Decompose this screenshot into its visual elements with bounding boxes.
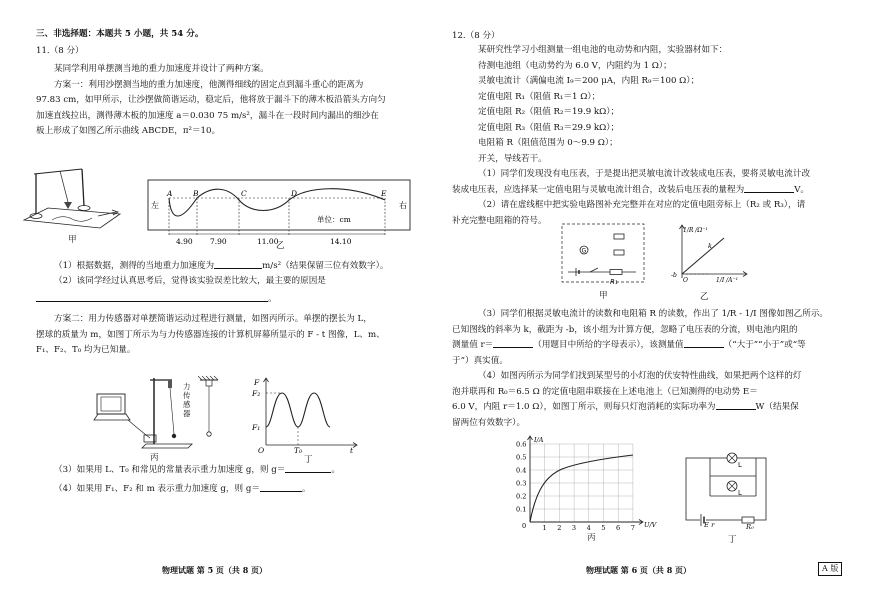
iv-ytick: 0.3: [516, 479, 527, 488]
q11-body: [36, 62, 428, 140]
iv-ytick: 0.2: [516, 492, 527, 501]
circuit-box-figure: [560, 222, 646, 288]
q12-sub3-line3: 测量值 r＝ （用题目中所给的字母表示），该测量值 （“大于”“小于”或“等: [452, 340, 806, 350]
answer-blank-compare[interactable]: [684, 338, 724, 348]
iv-ytick: 0: [522, 522, 527, 530]
q11-sub2-blank-line: 。: [36, 292, 277, 305]
ft-f2-label: F₂: [252, 389, 261, 398]
q11-plan1-line1: 方案一：利用沙摆测当地的重力加速度，他测得细线的固定点到漏斗重心的距离为: [54, 79, 364, 90]
fig-bing-right-label: 丙: [587, 533, 596, 543]
segment-ab: 4.90: [176, 237, 193, 246]
ft-f-axis-label: F: [254, 378, 260, 387]
sand-pendulum-figure: [20, 164, 135, 244]
iv-y-label: I/A: [534, 436, 544, 444]
q11-sub3: （3）如果用 L、T₀ 和常见的常量表示重力加速度 g，则 g＝ 。: [54, 465, 340, 475]
q12-sub4-line3: 6.0 V，内阻 r＝1.0 Ω），如图丁所示，则每只灯泡消耗的实际功率为 W（结果保: [452, 402, 799, 412]
circuit-r1-label: R₁: [610, 278, 618, 286]
answer-blank-reason[interactable]: [36, 292, 268, 302]
force-sensor-figure: [92, 372, 222, 452]
battery-label: E r: [704, 521, 715, 529]
fig-jia-right-label: 甲: [599, 291, 608, 301]
q12-body: 某研究性学习小组测量一组电池的电动势和内阻，实验器材如下： 待测电池组（电动势约为 6.0 V，内阻约为 1 Ω）； 灵敏电流计（满偏电流 I₉＝200 μA，内阻 R₉＝100 Ω）； 定值电阻 R₁（阻值 R₁＝1 Ω）； 定值电阻 R₂（阻值 R₂＝19.9 kΩ）； 定值电阻 R₃（阻值 R₃＝29.9 kΩ）； 电阻箱 R（阻值范围为 0～9.9 Ω）； 开关，导线若干。 （1）同学们发现没有电压表，于是提出把灵敏电流计改装成电压表，要将灵敏电流计改 装成电压表，应选择某一定值电阻与灵敏电流计组合，改装后电压表的量程为 V。 （2）请在虚线框中把实验电路图补充完整并在对应的定值电阻旁标上（R₂ 或 R₃），请 补充完整电阻箱的符号。: [452, 43, 834, 229]
q11-plan1-line3: 加速直线拉出，测得薄木板的加速度 a＝0.030 75 m/s²，漏斗在一段时间内漏出的细沙在: [36, 110, 379, 121]
fig-yi-label: 乙: [276, 241, 285, 251]
fig-bing-label: 丙: [150, 453, 159, 463]
iv-xtick: 4: [586, 524, 591, 532]
f-t-graph: [252, 375, 362, 455]
wave-left-label: 左: [151, 201, 159, 210]
lamp-2-label: L: [738, 489, 742, 497]
wave-unit-label: 单位：cm: [317, 215, 351, 224]
point-c: C: [241, 189, 247, 198]
answer-blank-g-force[interactable]: [260, 482, 302, 492]
force-sensor-label: 力传感器: [183, 382, 191, 418]
iv-ytick: 0.4: [516, 466, 527, 475]
equipment-item: 定值电阻 R₃（阻值 R₃＝29.9 kΩ）；: [478, 122, 620, 133]
graph-origin-label: O: [683, 277, 688, 284]
ft-origin-label: O: [258, 446, 265, 455]
answer-blank-range[interactable]: [744, 183, 794, 193]
graph-slope-label: k: [708, 242, 712, 250]
graph-y-label: 1/R /Ω⁻¹: [683, 227, 708, 234]
q11-sub1: （1）根据数据，测得的当地重力加速度为 m/s²（结果保留三位有效数字）。: [54, 261, 389, 271]
segment-de: 14.10: [330, 237, 352, 246]
iv-ytick: 0.5: [516, 453, 527, 462]
iv-xtick: 1: [542, 524, 547, 532]
r0-label: R₀: [746, 523, 754, 531]
q11-plan2: 方案二：用力传感器对单摆简谐运动过程进行测量，如图丙所示。单摆的摆长为 L， 摆球的质量为 m，如图丁所示为与力传感器连接的计算机屏幕所显示的 F - t 图像，L、m、 F₁、F₂、T₀ 均为已知量。: [36, 314, 385, 355]
svg-text:G: G: [581, 247, 587, 255]
point-a: A: [167, 189, 173, 198]
equipment-item: 灵敏电流计（满偏电流 I₉＝200 μA，内阻 R₉＝100 Ω）；: [478, 76, 700, 86]
equipment-item: 待测电池组（电动势约为 6.0 V，内阻约为 1 Ω）；: [478, 60, 672, 71]
segment-bc: 7.90: [210, 237, 227, 246]
segment-cd: 11.00: [257, 237, 279, 246]
q12-sub1-line2: 装成电压表，应选择某一定值电阻与灵敏电流计组合，改装后电压表的量程为 V。: [452, 184, 810, 195]
iv-ytick: 0.6: [516, 440, 527, 449]
equipment-item: 定值电阻 R₁（阻值 R₁＝1 Ω）；: [478, 91, 601, 102]
equipment-item: 电阻箱 R（阻值范围为 0～9.9 Ω）；: [478, 138, 618, 148]
answer-blank-g-period[interactable]: [285, 463, 331, 473]
q11-plan1-line4: 板上形成了如图乙所示曲线 ABCDE，π²＝10。: [36, 126, 221, 136]
equipment-item: 开关，导线若干。: [478, 153, 547, 164]
ft-t0-label: T₀: [294, 446, 303, 455]
iv-ytick: 0.1: [516, 505, 527, 514]
q11-header: 11.（8 分）: [36, 46, 84, 56]
iv-xtick: 6: [616, 524, 621, 532]
answer-blank-power[interactable]: [716, 400, 756, 410]
fig-jia-label: 甲: [68, 235, 77, 245]
right-page-footer: 物理试题 第 6 页（共 8 页）: [586, 565, 692, 575]
q11-plan1-line2: 97.83 cm，如甲所示，让沙摆做简谐运动，稳定后，他将放于漏斗下的薄木板沿箭头方向匀: [36, 95, 386, 105]
q11-intro: 某同学利用单摆测当地的重力加速度并设计了两种方案。: [54, 64, 269, 74]
section-title: 三、非选择题：本题共 5 小题，共 54 分。: [36, 29, 204, 39]
lamp-1-label: L: [738, 461, 742, 469]
iv-x-label: U/V: [644, 521, 657, 529]
equipment-item: 定值电阻 R₂（阻值 R₂＝19.9 kΩ）；: [478, 107, 620, 117]
q11-sub4: （4）如果用 F₁、F₂ 和 m 表示重力加速度 g，则 g＝ 。: [54, 484, 311, 494]
fig-ding-label: 丁: [304, 455, 313, 465]
wave-right-label: 右: [399, 201, 407, 210]
q11-sub2: （2）该同学经过认真思考后，觉得该实验误差比较大，最主要的原因是: [54, 276, 326, 286]
q12-header: 12.（8 分）: [452, 31, 500, 41]
iv-xtick: 2: [557, 524, 562, 532]
ft-f1-label: F₁: [252, 423, 261, 432]
answer-blank-r[interactable]: [493, 338, 533, 348]
graph-x-label: 1/I /A⁻¹: [716, 277, 739, 284]
point-b: B: [193, 189, 199, 198]
version-badge: A 版: [818, 562, 842, 576]
fig-ding-right-label: 丁: [728, 535, 737, 545]
point-d: D: [291, 189, 298, 198]
q12-sub3: （3）同学们根据灵敏电流计的读数和电阻箱 R 的读数，作出了 1/R - 1/I 图像如图乙所示。 已知图线的斜率为 k，截距为 -b，该小组为计算方便，忽略了电压表的分流，则电池内阻的 测量值 r＝ （用题目中所给的字母表示），该测量值 （“大于”“小于”或“等 于”）真实值。 （4）如图丙所示为同学们找到某型号的小灯泡的伏安特性曲线，如果把两个这样的灯 泡并联再和 R₀＝6.5 Ω 的定值电阻串联接在上述电池上（已知测得的电动势 E＝ 6.0 V，内阻 r＝1.0 Ω），如图丁所示，则每只灯泡消耗的实际功率为 W（结果保 留两位有效数字）。: [452, 307, 834, 431]
point-e: E: [381, 189, 387, 198]
lamp-circuit-figure: [680, 450, 775, 530]
left-page-footer: 物理试题 第 5 页（共 8 页）: [162, 565, 268, 575]
sand-trace-figure: [147, 178, 412, 246]
iv-curve-graph: [510, 434, 660, 534]
iv-xtick: 3: [571, 524, 577, 532]
graph-intercept-label: -b: [671, 272, 677, 279]
answer-blank-g[interactable]: [214, 259, 262, 269]
fig-yi-right-label: 乙: [700, 292, 709, 302]
iv-xtick: 7: [630, 524, 635, 532]
iv-xtick: 5: [601, 524, 606, 532]
inverse-r-i-graph: [672, 222, 750, 284]
ft-t-axis-label: t: [350, 446, 354, 455]
